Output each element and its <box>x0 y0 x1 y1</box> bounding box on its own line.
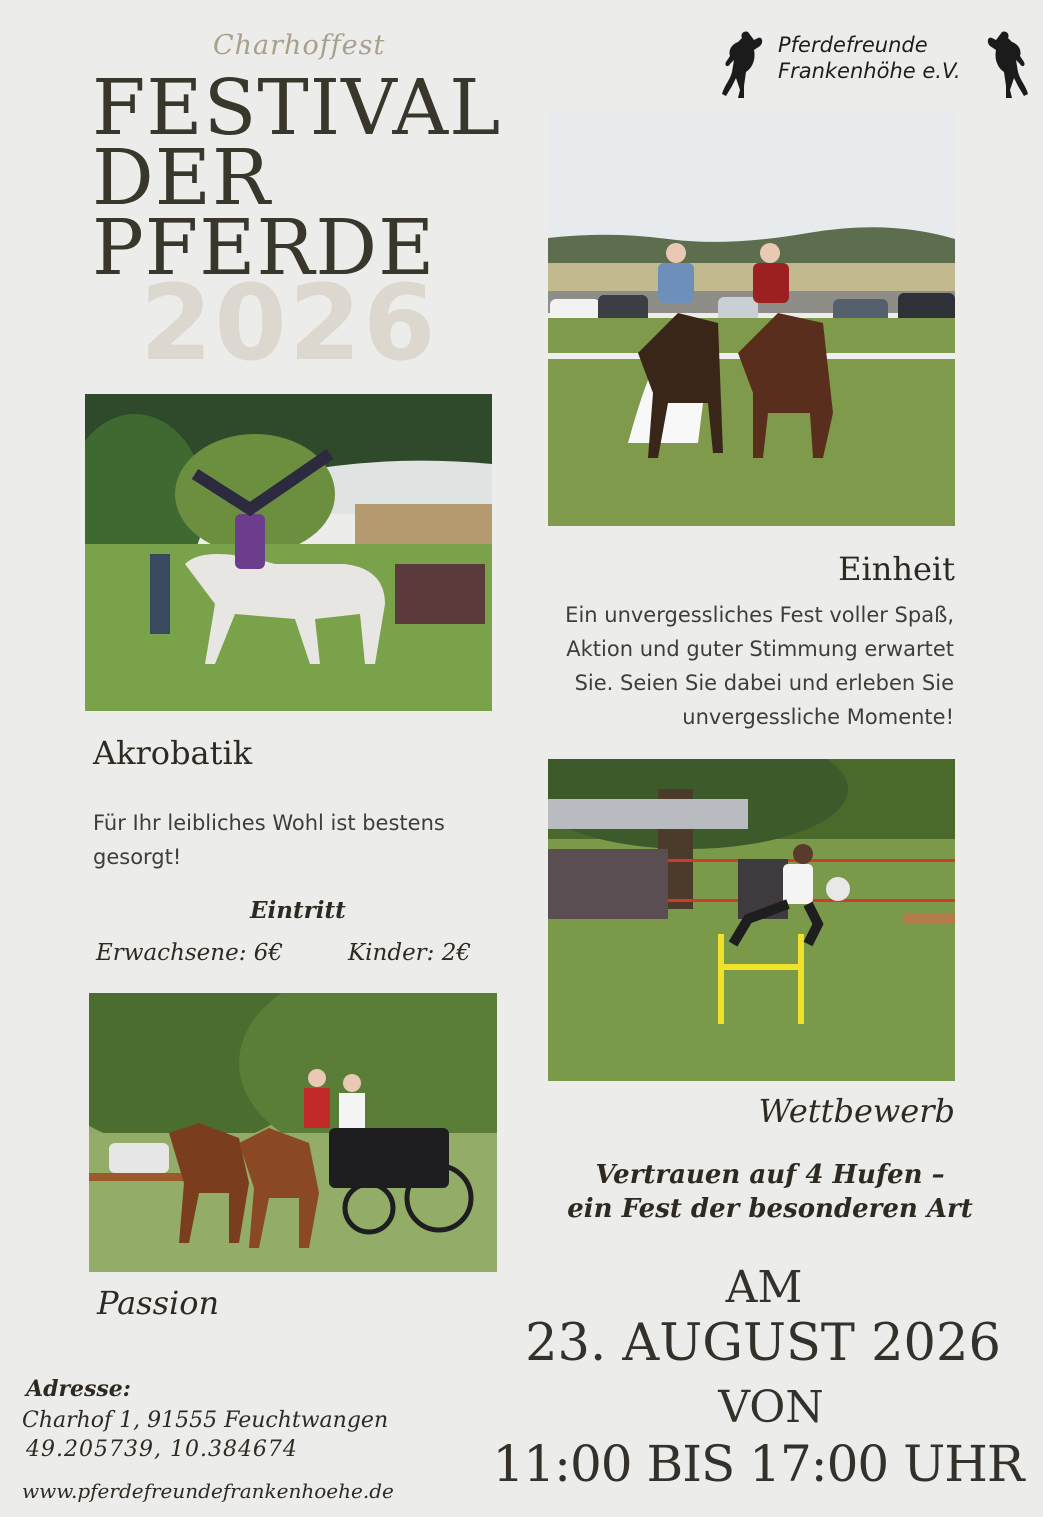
club-logo <box>718 28 1033 100</box>
rearing-horse-right-icon <box>984 28 1032 100</box>
akrobatik-title: Akrobatik <box>93 734 253 772</box>
tagline-line-1: Vertrauen auf 4 Hufen – <box>595 1160 945 1190</box>
price-children: Kinder: 2€ <box>348 940 472 966</box>
rearing-horse-left-icon <box>718 28 766 100</box>
event-von: VON <box>718 1382 824 1433</box>
logo-line-1: Pferdefreunde <box>778 33 928 57</box>
photo-acrobatics <box>85 394 492 711</box>
address-coords: 49.205739, 10.384674 <box>26 1437 298 1462</box>
script-subtitle: Charhoffest <box>213 30 386 61</box>
event-time: 11:00 BIS 17:00 UHR <box>492 1435 1024 1493</box>
title-line-2: DER <box>92 134 271 223</box>
einheit-text: Ein unvergessliches Fest voller Spaß, Aktion und guter Stimmung erwartet Sie. Seien Sie dabei und erleben Sie unvergessliche Momente! <box>565 603 954 729</box>
photo-riders <box>548 113 955 526</box>
einheit-title: Einheit <box>838 550 955 588</box>
wettbewerb-title: Wettbewerb <box>758 1092 955 1130</box>
passion-title: Passion <box>97 1284 220 1322</box>
tagline-line-2: ein Fest der besonderen Art <box>567 1194 973 1224</box>
title-line-3: PFERDE <box>92 204 436 293</box>
year-watermark: 2026 <box>140 262 438 384</box>
akrobatik-text: Für Ihr leibliches Wohl ist bestens gesorgt! <box>93 811 445 869</box>
address-street: Charhof 1, 91555 Feuchtwangen <box>22 1408 389 1433</box>
page-title <box>92 64 502 293</box>
event-date: 23. AUGUST 2026 <box>525 1314 1001 1373</box>
title-line-1: FESTIVAL <box>92 64 502 153</box>
address-label: Adresse: <box>26 1376 131 1402</box>
photo-carriage <box>89 993 497 1272</box>
logo-line-2: Frankenhöhe e.V. <box>778 59 961 83</box>
photo-hurdle-competition <box>548 759 955 1081</box>
eintritt-title: Eintritt <box>250 897 346 924</box>
event-am: AM <box>725 1262 803 1313</box>
price-adults: Erwachsene: 6€ <box>96 940 284 966</box>
website-link[interactable]: www.pferdefreundefrankenhoehe.de <box>22 1479 394 1503</box>
tagline <box>560 1158 980 1226</box>
